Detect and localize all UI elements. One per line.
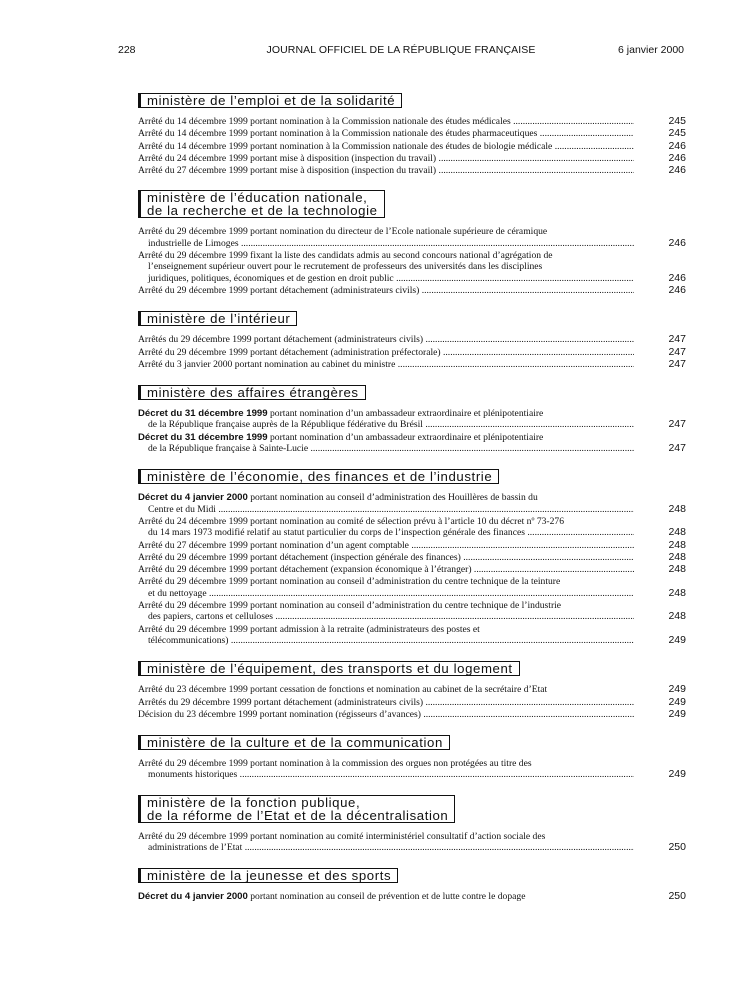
entry-text: Arrêtés du 29 décembre 1999 portant détachement (administrateurs civils) xyxy=(138,334,424,346)
entry-page-number: 247 xyxy=(668,333,686,346)
entry-text-line xyxy=(138,492,634,503)
entry-page-number: 246 xyxy=(668,271,686,284)
ministry-heading-line: ministère de l’équipement, des transports et du logement xyxy=(147,661,513,677)
ministry-heading xyxy=(138,190,385,218)
page-number: 228 xyxy=(118,44,136,56)
toc-entry xyxy=(138,226,686,249)
ministry-heading-line: ministère de la jeunesse et des sports xyxy=(147,868,392,884)
entry-text-line xyxy=(138,564,634,575)
toc-entry xyxy=(138,516,686,539)
ministry-heading-line: ministère des affaires étrangères xyxy=(147,385,359,401)
entry-text-line xyxy=(138,527,634,538)
toc-entry xyxy=(138,359,686,370)
toc-entry xyxy=(138,141,686,152)
toc-entry xyxy=(138,576,686,599)
entry-page-number: 246 xyxy=(668,283,686,296)
entry-text-line xyxy=(138,432,634,443)
toc-entry xyxy=(138,709,686,720)
entry-text: portant nomination d’un ambassadeur extraordinaire et plénipotentiaire xyxy=(267,431,544,443)
toc-entry xyxy=(138,408,686,431)
entry-text: Arrêté du 29 décembre 1999 portant admission à la retraite (administrateurs des postes et xyxy=(138,623,480,635)
entry-page-number: 248 xyxy=(668,526,686,539)
ministry-heading xyxy=(138,385,366,400)
entry-text-line xyxy=(138,359,634,370)
toc-entry xyxy=(138,684,686,695)
entry-decree-title: Décret du 4 janvier 2000 xyxy=(138,492,248,504)
entry-text: Arrêté du 27 décembre 1999 portant mise à disposition (inspection du travail) xyxy=(138,165,437,177)
entry-text: de la République française à Sainte-Lucie xyxy=(148,443,309,455)
entry-text: industrielle de Limoges xyxy=(148,237,239,249)
entry-text: de la République française auprès de la République fédérative du Brésil xyxy=(148,419,423,431)
ministry-section xyxy=(138,92,686,176)
entry-text: administrations de l’Etat xyxy=(148,841,243,853)
toc-entry xyxy=(138,347,686,358)
entry-decree-title: Décret du 31 décembre 1999 xyxy=(138,408,268,420)
entry-page-number: 249 xyxy=(668,633,686,646)
entry-text: portant nomination d’un ambassadeur extraordinaire et plénipotentiaire xyxy=(267,408,544,420)
entry-text: Arrêté du 29 décembre 1999 portant nomination au conseil d’administration du centre technique de l’industrie xyxy=(138,600,562,612)
entry-text-line xyxy=(138,576,634,587)
toc-entry xyxy=(138,165,686,176)
entry-text-line xyxy=(138,141,634,152)
ministry-section xyxy=(138,384,686,454)
entry-page-number: 250 xyxy=(668,840,686,853)
entry-text-line xyxy=(138,128,634,139)
entry-text: l’enseignement supérieur ouvert pour le recrutement de professeurs des universités dans les disciplines xyxy=(148,261,543,273)
entry-text-line xyxy=(138,273,634,284)
entry-page-number: 246 xyxy=(668,139,686,152)
ministry-section xyxy=(138,795,686,854)
entry-text: Arrêtés du 29 décembre 1999 portant détachement (administrateurs civils) xyxy=(138,696,424,708)
entry-page-number: 248 xyxy=(668,538,686,551)
entry-page-number: 246 xyxy=(668,151,686,164)
toc-entry xyxy=(138,540,686,551)
entry-text: du 14 mars 1973 modifié relatif au statut particulier du corps de l’inspection générale des finances xyxy=(148,527,525,539)
entry-text: Arrêté du 24 décembre 1999 portant mise à disposition (inspection du travail) xyxy=(138,152,437,164)
entry-text-line xyxy=(138,165,634,176)
entry-text: Arrêté du 3 janvier 2000 portant nomination au cabinet du ministre xyxy=(138,358,396,370)
ministry-heading-line: ministère de la culture et de la communication xyxy=(147,735,443,751)
entry-text-line xyxy=(138,891,634,902)
ministry-heading-line: de la recherche et de la technologie xyxy=(147,203,378,219)
entry-text-line xyxy=(138,153,634,164)
toc-entry xyxy=(138,250,686,284)
entry-text-line xyxy=(138,334,634,345)
ministry-heading-line: ministère de l’emploi et de la solidarité xyxy=(147,93,396,108)
toc-entry xyxy=(138,432,686,455)
entry-page-number: 246 xyxy=(668,164,686,177)
entry-text: Arrêté du 14 décembre 1999 portant nomination à la Commission nationale des études de biologie médicale xyxy=(138,140,553,152)
entry-text-line xyxy=(138,624,634,635)
toc-entry xyxy=(138,128,686,139)
entry-text: portant nomination au conseil de prévention et de lutte contre le dopage xyxy=(247,891,526,903)
ministry-heading-line: ministère de l’économie, des finances et de l’industrie xyxy=(147,469,493,485)
entry-text-line xyxy=(138,588,634,599)
ministry-heading-line: ministère de l’intérieur xyxy=(147,311,291,327)
toc-entry xyxy=(138,492,686,515)
entry-text-line xyxy=(138,600,634,611)
entry-text: portant nomination au conseil d’administration des Houillères de bassin du xyxy=(247,492,538,504)
entry-text-line xyxy=(138,769,634,780)
entry-text: Centre et du Midi xyxy=(148,503,216,515)
entry-text: Arrêté du 29 décembre 1999 portant nomination au conseil d’administration du centre technique de la teinture xyxy=(138,576,561,588)
entry-page-number: 248 xyxy=(668,563,686,576)
entry-text-line xyxy=(138,238,634,249)
entry-decree-title: Décret du 4 janvier 2000 xyxy=(138,891,248,903)
table-of-contents xyxy=(138,92,686,917)
ministry-section xyxy=(138,660,686,720)
toc-entry xyxy=(138,600,686,623)
entry-text-line xyxy=(138,540,634,551)
entry-page-number: 248 xyxy=(668,610,686,623)
entry-text-line xyxy=(138,842,634,853)
entry-text-line xyxy=(138,552,634,563)
entry-text: des papiers, cartons et celluloses xyxy=(148,611,273,623)
entry-page-number: 250 xyxy=(668,890,686,903)
toc-entry xyxy=(138,334,686,345)
entry-text: et du nettoyage xyxy=(148,587,207,599)
ministry-heading xyxy=(138,661,520,676)
entry-text-line xyxy=(138,831,634,842)
entry-text-line xyxy=(138,516,634,527)
ministry-heading xyxy=(138,93,402,108)
toc-entry xyxy=(138,831,686,854)
toc-entry xyxy=(138,697,686,708)
entry-page-number: 246 xyxy=(668,236,686,249)
entry-page-number: 249 xyxy=(668,683,686,696)
entry-text-line xyxy=(138,226,634,237)
entry-page-number: 245 xyxy=(668,115,686,127)
toc-entry xyxy=(138,153,686,164)
ministry-section xyxy=(138,867,686,902)
entry-text: Arrêté du 14 décembre 1999 portant nomination à la Commission nationale des études médicales xyxy=(138,116,511,127)
toc-entry xyxy=(138,552,686,563)
ministry-heading xyxy=(138,735,450,750)
ministry-heading xyxy=(138,868,398,883)
entry-text-line xyxy=(138,347,634,358)
page-header xyxy=(118,44,684,60)
entry-page-number: 249 xyxy=(668,768,686,781)
entry-text-line xyxy=(138,684,634,695)
entry-text: Arrêté du 29 décembre 1999 fixant la liste des candidats admis au second concours national d’agrégation de xyxy=(138,250,553,262)
entry-text: Arrêté du 23 décembre 1999 portant cessation de fonctions et nomination au cabinet de la secrétaire d’Etat xyxy=(138,684,548,696)
entry-page-number: 249 xyxy=(668,707,686,720)
entry-text: télécommunications) xyxy=(148,634,229,646)
toc-entry xyxy=(138,891,686,902)
ministry-section xyxy=(138,468,686,646)
entry-text: Arrêté du 24 décembre 1999 portant nomination au comité de sélection prévu à l’article 10 du décret nº 73-276 xyxy=(138,515,565,527)
entry-page-number: 248 xyxy=(668,550,686,563)
entry-page-number: 247 xyxy=(668,442,686,455)
entry-text: Arrêté du 27 décembre 1999 portant nomination d’un agent comptable xyxy=(138,539,409,551)
entry-text-line xyxy=(138,504,634,515)
entry-page-number: 247 xyxy=(668,357,686,370)
toc-entry xyxy=(138,564,686,575)
entry-text-line xyxy=(138,285,634,296)
entry-text: Arrêté du 29 décembre 1999 portant nomination à la commission des orgues non protégées au titre des xyxy=(138,758,532,770)
entry-text-line xyxy=(138,697,634,708)
entry-decree-title: Décret du 31 décembre 1999 xyxy=(138,431,268,443)
entry-text-line xyxy=(138,611,634,622)
entry-page-number: 248 xyxy=(668,502,686,515)
entry-text: Arrêté du 29 décembre 1999 portant détachement (expansion économique à l’étranger) xyxy=(138,564,472,576)
ministry-heading-line: de la réforme de l’Etat et de la décentralisation xyxy=(147,807,449,823)
entry-text-line xyxy=(138,116,634,127)
toc-entry xyxy=(138,116,686,127)
entry-text-line xyxy=(138,250,634,261)
toc-entry xyxy=(138,285,686,296)
entry-text: Arrêté du 29 décembre 1999 portant détachement (administrateurs civils) xyxy=(138,284,420,296)
entry-text: Décision du 23 décembre 1999 portant nomination (régisseurs d’avances) xyxy=(138,708,421,720)
entry-text: Arrêté du 29 décembre 1999 portant nomination du directeur de l’Ecole nationale supérieure de céramique xyxy=(138,226,548,238)
entry-text-line xyxy=(138,408,634,419)
entry-text: juridiques, politiques, économiques et de gestion en droit public xyxy=(148,272,394,284)
entry-page-number: 247 xyxy=(668,345,686,358)
entry-page-number: 247 xyxy=(668,418,686,431)
entry-page-number: 245 xyxy=(668,127,686,140)
ministry-section xyxy=(138,310,686,370)
issue-date: 6 janvier 2000 xyxy=(618,44,684,56)
entry-text: Arrêté du 29 décembre 1999 portant nomination au comité interministériel consultatif d’action sociale des xyxy=(138,830,546,842)
entry-text-line xyxy=(138,709,634,720)
entry-text-line xyxy=(138,443,634,454)
ministry-heading-line: ministère de la fonction publique, xyxy=(147,794,361,810)
entry-text-line xyxy=(138,261,634,272)
entry-text: monuments historiques xyxy=(148,769,238,781)
entry-text-line xyxy=(138,635,634,646)
toc-entry xyxy=(138,758,686,781)
entry-page-number: 248 xyxy=(668,586,686,599)
ministry-section xyxy=(138,190,686,296)
entry-text: Arrêté du 29 décembre 1999 portant détachement (inspection générale des finances) xyxy=(138,551,461,563)
entry-text: Arrêté du 14 décembre 1999 portant nomination à la Commission nationale des études pharmaceutiques xyxy=(138,128,538,140)
ministry-heading-line: ministère de l’éducation nationale, xyxy=(147,190,368,206)
ministry-heading xyxy=(138,795,455,823)
entry-page-number: 249 xyxy=(668,695,686,708)
toc-entry xyxy=(138,624,686,647)
ministry-heading xyxy=(138,311,297,326)
ministry-heading xyxy=(138,469,499,484)
entry-text-line xyxy=(138,758,634,769)
journal-title: JOURNAL OFFICIEL DE LA RÉPUBLIQUE FRANÇAISE xyxy=(266,44,536,56)
entry-text: Arrêté du 29 décembre 1999 portant détachement (administration préfectorale) xyxy=(138,346,441,358)
ministry-section xyxy=(138,734,686,781)
entry-text-line xyxy=(138,419,634,430)
